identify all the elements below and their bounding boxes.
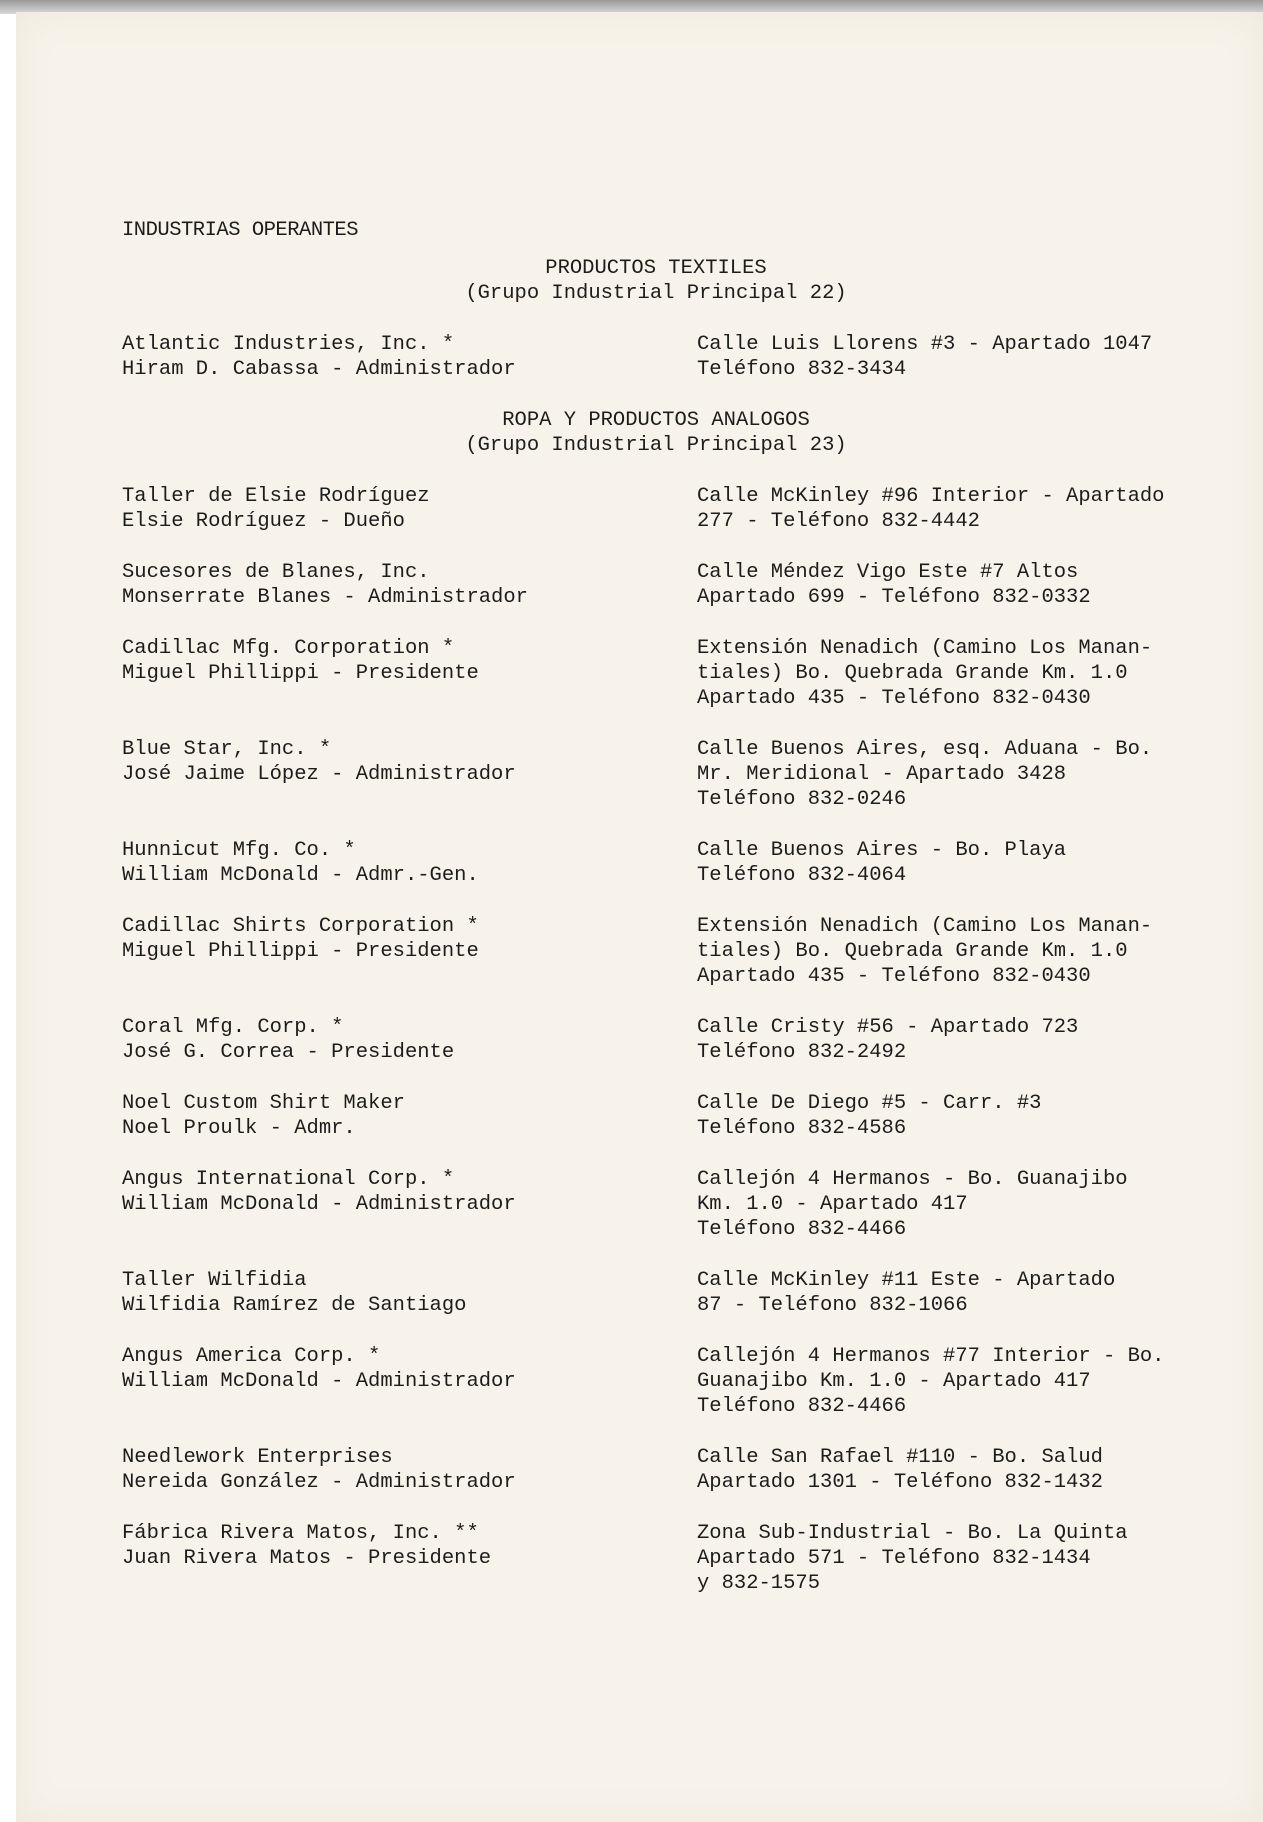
address-line: Apartado 699 - Teléfono 832-0332 [697, 586, 1091, 609]
address-line: Calle San Rafael #110 - Bo. Salud [697, 1446, 1103, 1469]
company-contact: William McDonald - Administrador [122, 1370, 516, 1393]
company-contact: Wilfidia Ramírez de Santiago [122, 1294, 467, 1317]
address-line: Teléfono 832-4586 [697, 1117, 907, 1140]
group-subtitle: (Grupo Industrial Principal 22) [465, 282, 847, 305]
group-subtitle: (Grupo Industrial Principal 23) [465, 434, 847, 457]
address-line: tiales) Bo. Quebrada Grande Km. 1.0 [697, 662, 1128, 685]
address-line: Teléfono 832-4064 [697, 864, 907, 887]
group-title: ROPA Y PRODUCTOS ANALOGOS [502, 409, 810, 432]
address-line: Teléfono 832-3434 [697, 358, 907, 381]
address-line: Zona Sub-Industrial - Bo. La Quinta [697, 1522, 1128, 1545]
company-contact: Monserrate Blanes - Administrador [122, 586, 528, 609]
company-name: Atlantic Industries, Inc. * [122, 333, 455, 356]
group-title-clothing [396, 408, 916, 458]
address-line: Calle De Diego #5 - Carr. #3 [697, 1092, 1042, 1115]
address-line: Calle Buenos Aires - Bo. Playa [697, 839, 1067, 862]
address-line: Teléfono 832-2492 [697, 1041, 907, 1064]
company-contact: José G. Correa - Presidente [122, 1041, 455, 1064]
address-line: Extensión Nenadich (Camino Los Manan- [697, 915, 1153, 938]
company-name: Sucesores de Blanes, Inc. [122, 561, 430, 584]
company-name: Angus International Corp. * [122, 1168, 455, 1191]
address-line: Km. 1.0 - Apartado 417 [697, 1193, 968, 1216]
address-line: 277 - Teléfono 832-4442 [697, 510, 980, 533]
address-line: Calle Cristy #56 - Apartado 723 [697, 1016, 1079, 1039]
company-contact: José Jaime López - Administrador [122, 763, 516, 786]
company-name: Taller de Elsie Rodríguez [122, 485, 430, 508]
company-contact: Elsie Rodríguez - Dueño [122, 510, 405, 533]
address-line: Callejón 4 Hermanos #77 Interior - Bo. [697, 1345, 1165, 1368]
company-name: Taller Wilfidia [122, 1269, 307, 1292]
address-line: Teléfono 832-4466 [697, 1395, 907, 1418]
company-contact: William McDonald - Admr.-Gen. [122, 864, 479, 887]
company-name: Noel Custom Shirt Maker [122, 1092, 405, 1115]
address-line: Teléfono 832-4466 [697, 1218, 907, 1241]
company-contact: Noel Proulk - Admr. [122, 1117, 356, 1140]
group-title: PRODUCTOS TEXTILES [545, 257, 767, 280]
document-page [16, 12, 1263, 1822]
company-name: Coral Mfg. Corp. * [122, 1016, 344, 1039]
company-name: Needlework Enterprises [122, 1446, 393, 1469]
address-line: 87 - Teléfono 832-1066 [697, 1294, 968, 1317]
page-heading: INDUSTRIAS OPERANTES [122, 219, 359, 242]
company-contact: Hiram D. Cabassa - Administrador [122, 358, 516, 381]
address-line: Mr. Meridional - Apartado 3428 [697, 763, 1067, 786]
company-name: Cadillac Mfg. Corporation * [122, 637, 455, 660]
company-name: Fábrica Rivera Matos, Inc. ** [122, 1522, 479, 1545]
address-line: Apartado 435 - Teléfono 832-0430 [697, 687, 1091, 710]
address-line: Calle Méndez Vigo Este #7 Altos [697, 561, 1079, 584]
company-contact: Juan Rivera Matos - Presidente [122, 1547, 492, 1570]
company-name: Cadillac Shirts Corporation * [122, 915, 479, 938]
company-name: Blue Star, Inc. * [122, 738, 332, 761]
address-line: tiales) Bo. Quebrada Grande Km. 1.0 [697, 940, 1128, 963]
address-line: Apartado 1301 - Teléfono 832-1432 [697, 1471, 1103, 1494]
company-name: Hunnicut Mfg. Co. * [122, 839, 356, 862]
address-line: Calle McKinley #11 Este - Apartado [697, 1269, 1116, 1292]
group-title-textiles [396, 256, 916, 306]
address-line: Guanajibo Km. 1.0 - Apartado 417 [697, 1370, 1091, 1393]
address-line: Callejón 4 Hermanos - Bo. Guanajibo [697, 1168, 1128, 1191]
address-line: Calle Luis Llorens #3 - Apartado 1047 [697, 333, 1153, 356]
address-line: Calle McKinley #96 Interior - Apartado [697, 485, 1165, 508]
address-line: Teléfono 832-0246 [697, 788, 907, 811]
address-line: Apartado 435 - Teléfono 832-0430 [697, 965, 1091, 988]
company-contact: William McDonald - Administrador [122, 1193, 516, 1216]
company-contact: Miguel Phillippi - Presidente [122, 662, 479, 685]
address-line: y 832-1575 [697, 1572, 821, 1595]
address-line: Apartado 571 - Teléfono 832-1434 [697, 1547, 1091, 1570]
address-line: Calle Buenos Aires, esq. Aduana - Bo. [697, 738, 1153, 761]
company-contact: Miguel Phillippi - Presidente [122, 940, 479, 963]
company-contact: Nereida González - Administrador [122, 1471, 516, 1494]
company-name: Angus America Corp. * [122, 1345, 381, 1368]
address-line: Extensión Nenadich (Camino Los Manan- [697, 637, 1153, 660]
